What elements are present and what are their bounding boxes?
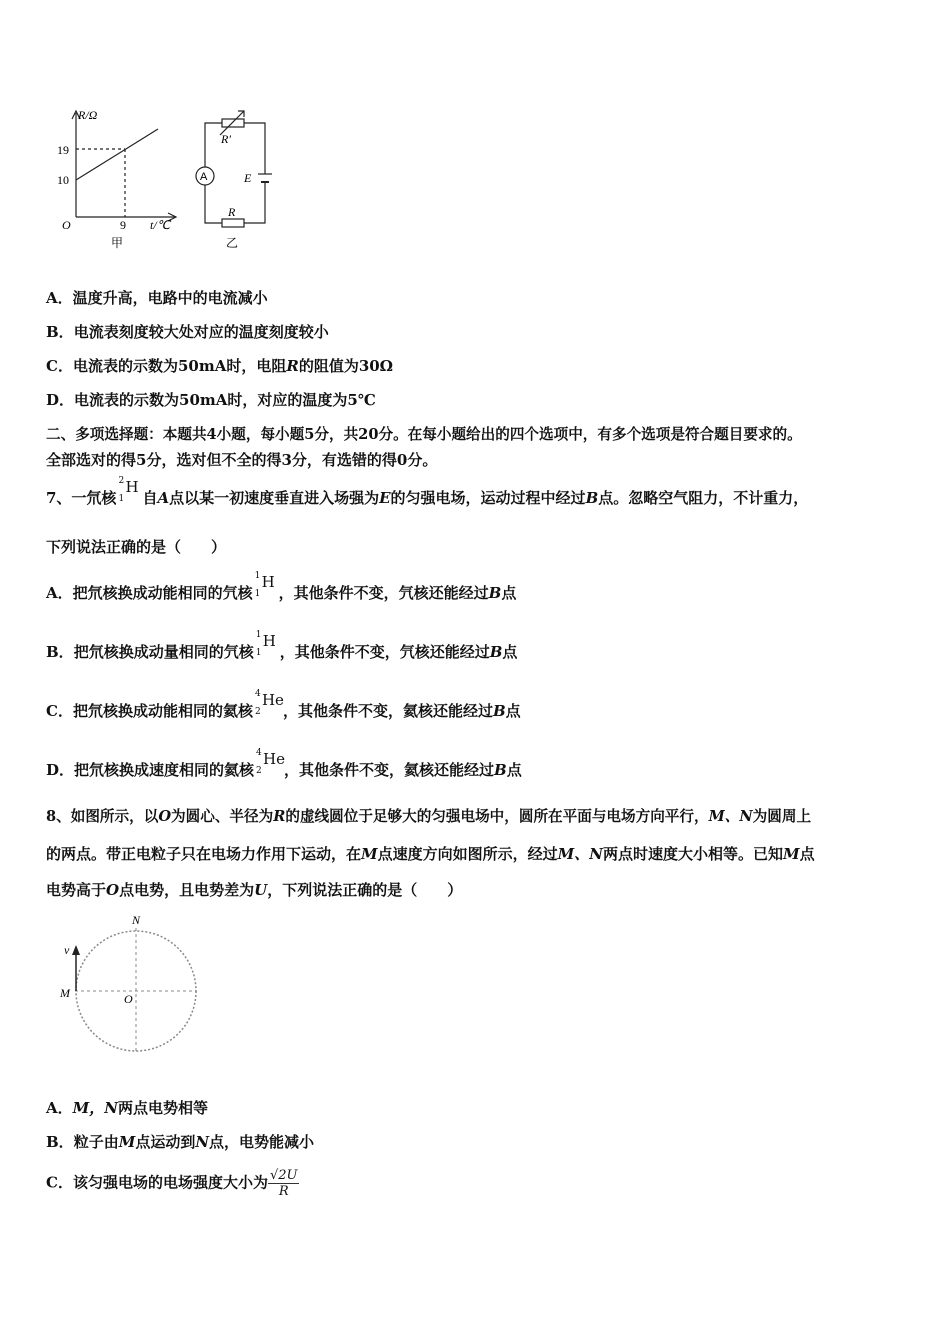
q8-option-a: A．M，N两点电势相等 xyxy=(46,1099,208,1117)
q8-option-b: B．粒子由M点运动到N点，电势能减小 xyxy=(46,1133,315,1151)
circuit-caption: 乙 xyxy=(226,236,239,250)
circuit-label-r: R xyxy=(228,205,236,219)
q6-option-a: A．温度升高，电路中的电流减小 xyxy=(46,289,268,307)
section2-heading: 二、多项选择题：本题共4小题，每小题5分，共20分。在每小题给出的四个选项中，有多个选项是符合题目要求的。 xyxy=(46,426,802,443)
q7-option-b: B．把氘核换成动量相同的氕核 1 1 H ，其他条件不变，氕核还能经过B点 xyxy=(46,630,518,661)
q8-option-c: C．该匀强电场的电场强度大小为 $\frac{√2U}{R}$ xyxy=(46,1168,298,1199)
q7-stem-line1: 7、一氘核 2 1 H 自A点以某一初速度垂直进入场强为E的匀强电场，运动过程中经过B点。忽略空气阻力，不计重力， xyxy=(46,476,809,507)
graph-y-tick-19: 19 xyxy=(57,143,69,157)
q7-option-d: D．把氘核换成速度相同的氦核 4 2 He ，其他条件不变，氦核还能经过B点 xyxy=(46,748,522,779)
q7-option-a: A．把氘核换成动能相同的氕核 1 1 H ，其他条件不变，氕核还能经过B点 xyxy=(46,571,517,602)
graph-caption: 甲 xyxy=(111,236,124,250)
field-strength-fraction: $\frac{√2U}{R}$ xyxy=(269,1168,298,1199)
q8-stem-line1: 8、如图所示，以O为圆心、半径为R的虚线圆位于足够大的匀强电场中，圆所在平面与电场方向平行，M、N为圆周上 xyxy=(46,808,812,825)
q6-option-d: D．电流表的示数为50mA时，对应的温度为5℃ xyxy=(46,391,376,409)
point-n-label: N xyxy=(132,913,141,927)
velocity-label: v xyxy=(64,943,70,957)
q6-option-c: C．电流表的示数为50mA时，电阻R的阻值为30Ω xyxy=(46,357,394,375)
graph-y-label: R/Ω xyxy=(78,108,98,122)
figure-graph-and-circuit xyxy=(48,105,288,255)
graph-x-tick-9: 9 xyxy=(120,218,126,232)
figure-circle-field xyxy=(55,910,215,1060)
q8-stem-line3: 电势高于O点电势，且电势差为U，下列说法正确的是（ ） xyxy=(46,881,463,899)
q8-stem-line2: 的两点。带正电粒子只在电场力作用下运动，在M点速度方向如图所示，经过M、N两点时速度大小相等。已知M点 xyxy=(46,845,815,863)
circuit-label-e: E xyxy=(244,171,252,185)
nuclide-deuterium: 2 1 H xyxy=(118,476,139,504)
q7-option-c: C．把氘核换成动能相同的氦核 4 2 He ，其他条件不变，氦核还能经过B点 xyxy=(46,689,521,720)
ammeter-label: A xyxy=(200,171,208,183)
q6-option-b: B．电流表刻度较大处对应的温度刻度较小 xyxy=(46,323,329,341)
center-o-label: O xyxy=(124,992,133,1006)
circuit-label-rprime: R′ xyxy=(221,132,231,146)
section2-heading-line2: 全部选对的得5分，选对但不全的得3分，有选错的得0分。 xyxy=(46,451,438,469)
velocity-arrowhead xyxy=(72,945,80,955)
point-m-label: M xyxy=(60,986,70,1000)
graph-jia xyxy=(72,111,176,221)
graph-y-tick-10: 10 xyxy=(57,173,69,187)
graph-x-label: t/℃ xyxy=(150,218,171,232)
graph-origin: O xyxy=(62,218,71,232)
q7-stem-line2: 下列说法正确的是（ ） xyxy=(46,538,227,556)
